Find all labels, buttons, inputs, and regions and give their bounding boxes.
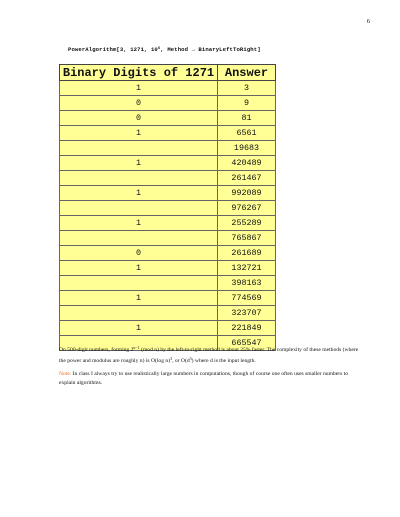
binary-digit-cell: 1 (60, 321, 218, 336)
note-label: Note. (59, 371, 72, 377)
table-row (60, 81, 276, 96)
paragraph-superscript: n−1 (133, 345, 140, 350)
code-prefix: PowerAlgorithm[3, 1271, 10 (68, 46, 158, 53)
paragraph-text: (mod n) by the left-to-right method is about 25% faster. The complexity of these methods (where the power and modulus are roughly n) is O(log n) (59, 347, 359, 364)
answer-cell: 132721 (218, 261, 276, 276)
answer-cell: 665547 (218, 336, 276, 351)
complexity-paragraph (59, 344, 359, 365)
answer-cell: 323707 (218, 306, 276, 321)
answer-cell: 81 (218, 111, 276, 126)
answer-cell: 420489 (218, 156, 276, 171)
table-row (60, 231, 276, 246)
paragraph-superscript: 3 (170, 355, 173, 361)
table-row (60, 201, 276, 216)
paragraph-text: , or O(d (172, 357, 190, 364)
code-input-line (68, 46, 261, 53)
answer-cell: 992089 (218, 186, 276, 201)
binary-digit-cell: 1 (60, 291, 218, 306)
table-row (60, 141, 276, 156)
answer-cell: 398163 (218, 276, 276, 291)
code-suffix: , Method → BinaryLeftToRight] (160, 46, 261, 53)
table-row (60, 261, 276, 276)
answer-cell: 261689 (218, 246, 276, 261)
binary-digit-cell: 1 (60, 261, 218, 276)
answer-cell: 774569 (218, 291, 276, 306)
table-row (60, 126, 276, 141)
paragraph-text: ) where d is the input length. (191, 357, 256, 364)
results-table (59, 64, 276, 351)
column-header-binary-digits: Binary Digits of 1271 (60, 65, 218, 81)
binary-digit-cell: 0 (60, 246, 218, 261)
table-row (60, 246, 276, 261)
answer-cell: 3 (218, 81, 276, 96)
answer-cell: 765867 (218, 231, 276, 246)
binary-digit-cell (60, 141, 218, 156)
table-row (60, 111, 276, 126)
answer-cell: 976267 (218, 201, 276, 216)
binary-digit-cell: 1 (60, 126, 218, 141)
column-header-answer: Answer (218, 65, 276, 81)
paragraph-superscript: 3 (189, 355, 192, 361)
paragraph-text: On 500-digit numbers, forming 2 (59, 347, 134, 353)
binary-digit-cell: 0 (60, 96, 218, 111)
binary-digit-cell (60, 306, 218, 321)
answer-cell: 221849 (218, 321, 276, 336)
binary-digit-cell: 1 (60, 216, 218, 231)
table-row (60, 171, 276, 186)
note-paragraph (59, 370, 359, 387)
table-body (60, 81, 276, 351)
answer-cell: 9 (218, 96, 276, 111)
binary-digit-cell: 1 (60, 81, 218, 96)
answer-cell: 261467 (218, 171, 276, 186)
page-number: 6 (366, 18, 370, 25)
note-text: In class I always try to use realistically large numbers in computations, though of course one often uses smaller numbers to explain algorithms. (59, 371, 349, 386)
answer-cell: 255289 (218, 216, 276, 231)
table-row (60, 291, 276, 306)
answer-cell: 6561 (218, 126, 276, 141)
binary-digit-cell (60, 171, 218, 186)
binary-digit-cell (60, 276, 218, 291)
table-row (60, 276, 276, 291)
table-row (60, 216, 276, 231)
binary-digit-cell: 1 (60, 156, 218, 171)
table-row (60, 306, 276, 321)
table-row (60, 156, 276, 171)
binary-digit-cell (60, 231, 218, 246)
answer-cell: 19683 (218, 141, 276, 156)
code-exponent: 6 (157, 47, 161, 51)
table-header-row (60, 65, 276, 81)
table-row (60, 186, 276, 201)
table-row (60, 321, 276, 336)
binary-digit-cell: 1 (60, 186, 218, 201)
binary-digit-cell (60, 201, 218, 216)
table-row (60, 96, 276, 111)
binary-digit-cell: 0 (60, 111, 218, 126)
